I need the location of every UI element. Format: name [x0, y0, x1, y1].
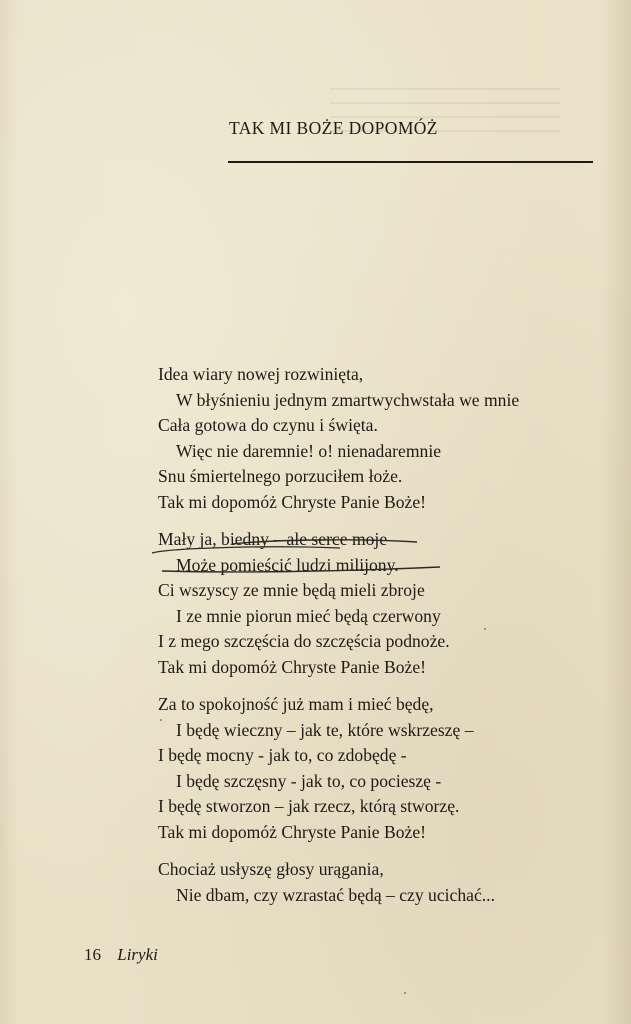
paper-speck: [484, 628, 486, 630]
header-rule: [228, 161, 593, 163]
poem-line: Nie dbam, czy wzrastać będą – czy ucichać...: [176, 884, 495, 905]
poem-line: I będę stworzon – jak rzecz, którą stworzę.: [158, 796, 460, 816]
poem-line: W błyśnieniu jednym zmartwychwstała we mnie: [176, 389, 520, 410]
poem-line: Może pomieścić ludzi milijony.: [176, 554, 399, 575]
page-footer: [84, 945, 158, 965]
stanza: [158, 692, 598, 845]
paper-speck: [160, 719, 162, 721]
poem-line: Tak mi dopomóż Chryste Panie Boże!: [158, 656, 426, 677]
poem-line: Chociaż usłyszę głosy urągania,: [158, 859, 384, 879]
poem-line: Mały ja, biedny – ale serce moje: [158, 529, 388, 549]
poem-body: [158, 362, 598, 920]
poem-line: Za to spokojność już mam i mieć będę,: [158, 694, 434, 714]
running-head: TAK MI BOŻE DOPOMÓŻ: [229, 118, 438, 138]
poem-line: Więc nie daremnie! o! nienadaremnie: [176, 440, 442, 461]
poem-line: I będę mocny - jak to, co zdobędę -: [158, 745, 407, 765]
poem-line: Idea wiary nowej rozwinięta,: [158, 364, 364, 384]
poem-line: I będę szczęsny - jak to, co pocieszę -: [176, 770, 442, 791]
stanza: [158, 857, 598, 908]
page-number: 16: [84, 945, 101, 964]
poem-line: Tak mi dopomóż Chryste Panie Boże!: [158, 491, 426, 512]
poem-line: I ze mnie piorun mieć będą czerwony: [176, 605, 441, 626]
book-title: Liryki: [117, 945, 158, 964]
stanza: [158, 527, 598, 680]
poem-line: Tak mi dopomóż Chryste Panie Boże!: [158, 821, 426, 842]
stanza: [158, 362, 598, 515]
poem-line: Cała gotowa do czynu i święta.: [158, 415, 378, 435]
poem-line: I będę wieczny – jak te, które wskrzeszę –: [176, 719, 474, 740]
poem-line: Snu śmiertelnego porzuciłem łoże.: [158, 466, 403, 486]
poem-line: Ci wszyscy ze mnie będą mieli zbroje: [158, 580, 425, 600]
poem-line: I z mego szczęścia do szczęścia podnoże.: [158, 631, 450, 651]
paper-speck: [404, 992, 406, 994]
